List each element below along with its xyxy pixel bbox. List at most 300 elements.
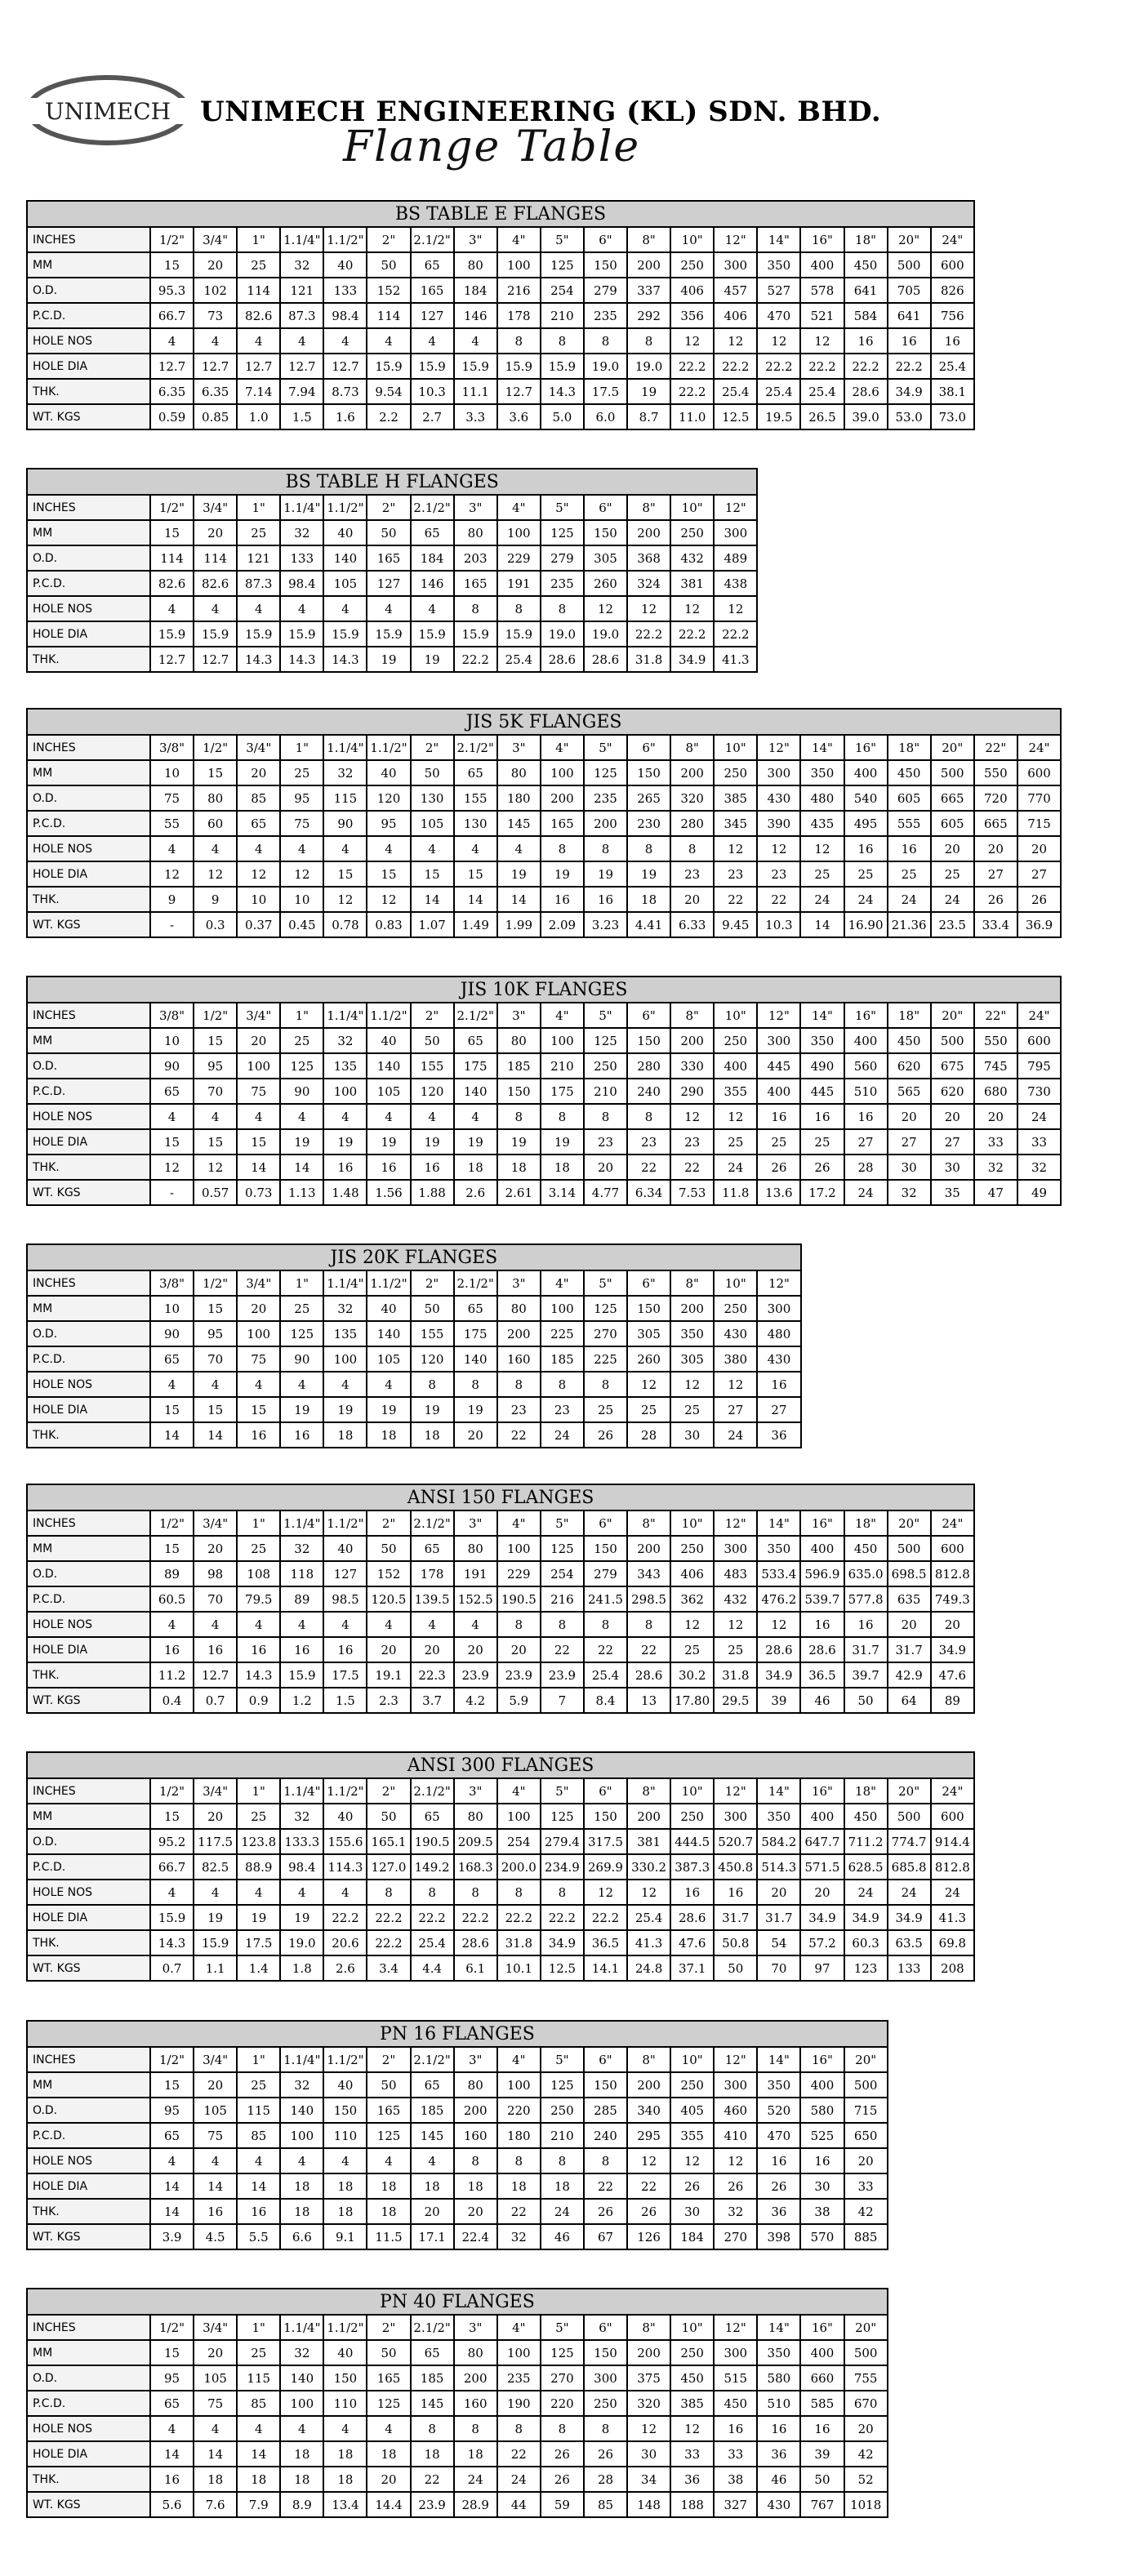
table-cell: 8 [584,2416,627,2441]
table-cell: 31.7 [844,1637,888,1662]
table-cell: 1018 [844,2492,888,2517]
table-cell: 66.7 [150,1854,194,1880]
table-cell: 80 [497,1296,541,1321]
table-cell: 16 [800,2416,844,2441]
table-cell: 8 [367,1880,410,1905]
table-cell: 1.1/2" [367,1270,410,1296]
table-cell: 22.2 [367,1930,410,1955]
row-label: HOLE NOS [27,2148,150,2173]
table-cell: 8 [497,328,541,354]
table-cell: 150 [627,1296,670,1321]
table-cell: 18" [888,735,931,760]
table-cell: 300 [584,2365,627,2391]
table-cell: 200 [454,2365,497,2391]
table-cell: 12 [714,1104,757,1129]
table-cell: 398 [757,2224,800,2249]
table-cell: 125 [541,520,584,545]
table-cell: 25 [670,1397,714,1422]
table-cell: 641 [844,278,888,303]
row-label: WT. KGS [27,404,150,429]
table-cell: 5.0 [541,404,584,429]
row-label: O.D. [27,1561,150,1586]
table-cell: 578 [800,278,844,303]
table-cell: 66.7 [150,303,194,328]
table-cell: 1.8 [280,1955,323,1981]
table-cell: 19 [497,861,541,887]
table-cell: 4 [411,2148,454,2173]
table-cell: 27 [931,1129,974,1155]
row-label: HOLE NOS [27,596,150,621]
table-cell: 15 [237,1129,280,1155]
table-cell: 8 [670,836,714,861]
table-cell: 1.1/2" [367,1003,410,1028]
table-cell: 4 [497,836,541,861]
table-row [27,1422,801,1448]
table-cell: 15.9 [411,621,454,647]
table-cell: 254 [497,1829,541,1854]
table-cell: 270 [541,2365,584,2391]
table-row [27,2416,888,2441]
table-cell: 10 [150,760,194,785]
table-cell: 33 [670,2441,714,2467]
table-cell: 16 [800,2148,844,2173]
table-cell: 44 [497,2492,541,2517]
table-cell: 23.5 [931,912,974,937]
table-cell: 3.3 [454,404,497,429]
table-cell: 4 [411,1104,454,1129]
table-cell: 490 [800,1053,844,1079]
table-cell: 75 [150,785,194,811]
row-label: MM [27,760,150,785]
table-cell: 123 [844,1955,888,1981]
table-cell: 55 [150,811,194,836]
table-cell: 520.7 [714,1829,757,1854]
table-cell: 1.1/2" [323,227,367,252]
table-cell: 670 [844,2391,888,2416]
table-cell: 1.07 [411,912,454,937]
table-cell: 8" [627,1778,670,1804]
table-cell: 82.6 [194,571,237,596]
table-cell: 190.5 [497,1586,541,1612]
row-label: O.D. [27,2098,150,2123]
table-cell: 15.9 [280,621,323,647]
table-cell: 445 [800,1079,844,1104]
table-cell: 22 [627,2173,670,2199]
table-cell: 10" [670,1778,714,1804]
table-cell: 12 [150,861,194,887]
table-cell: 22.2 [714,354,757,379]
table-cell: 15.9 [280,1662,323,1688]
table-cell: 1.49 [454,912,497,937]
table-row [27,2315,888,2340]
table-cell: 4.77 [584,1180,627,1205]
table-cell: 4 [237,596,280,621]
table-cell: 36 [757,2441,800,2467]
table-cell: 5" [541,2047,584,2072]
table-cell: 22" [974,735,1017,760]
table-cell: 10 [150,1296,194,1321]
table-cell: 98.4 [323,303,367,328]
table-cell: 87.3 [280,303,323,328]
table-cell: 2" [367,1778,410,1804]
table-cell: 675 [931,1053,974,1079]
table-cell: 15 [194,1397,237,1422]
table-cell: 584.2 [757,1829,800,1854]
table-cell: 31.8 [627,647,670,672]
table-cell: 5.9 [497,1688,541,1713]
table-cell: 755 [844,2365,888,2391]
table-cell: 241.5 [584,1586,627,1612]
row-label: MM [27,520,150,545]
table-cell: 140 [454,1079,497,1104]
table-cell: 50 [367,1804,410,1829]
table-cell: 25 [931,861,974,887]
row-label: P.C.D. [27,2123,150,2148]
table-cell: 30 [670,2199,714,2224]
table-cell: 1.1/4" [280,2315,323,2340]
table-cell: 12" [714,1510,757,1536]
table-cell: 400 [844,1028,888,1053]
table-cell: 65 [411,1536,454,1561]
table-cell: 254 [541,1561,584,1586]
table-cell: 125 [584,1296,627,1321]
table-cell: 340 [627,2098,670,2123]
table-cell: 18 [237,2467,280,2492]
table-cell: 3/4" [194,495,237,520]
table-cell: 23.9 [411,2492,454,2517]
row-label: THK. [27,1930,150,1955]
table-cell: 430 [757,785,800,811]
table-cell: 25 [237,252,280,278]
table-cell: 28.6 [670,1905,714,1930]
table-cell: 385 [714,785,757,811]
table-cell: 100 [497,2340,541,2365]
table-cell: 4 [411,836,454,861]
table-cell: 4 [367,2416,410,2441]
table-cell: 4" [541,1003,584,1028]
table-cell: 25.4 [411,1930,454,1955]
table-cell: 125 [541,2072,584,2098]
table-cell: 184 [670,2224,714,2249]
table-cell: 25.4 [931,354,974,379]
table-cell: 15.9 [541,354,584,379]
table-cell: 432 [670,545,714,571]
table-cell: 22.3 [411,1662,454,1688]
table-cell: 65 [150,1079,194,1104]
table-cell: 16" [800,2047,844,2072]
table-cell: 19 [323,1397,367,1422]
table-cell: 8" [670,1270,714,1296]
table-cell: 320 [670,785,714,811]
table-cell: 90 [150,1321,194,1346]
table-cell: 49 [1017,1180,1061,1205]
table-cell: 98.4 [280,571,323,596]
row-label: HOLE DIA [27,2173,150,2199]
table-cell: 80 [454,520,497,545]
table-cell: 14 [237,2441,280,2467]
table-cell: 8 [584,1104,627,1129]
table-row [27,303,974,328]
table-cell: 80 [454,2340,497,2365]
table-cell: 26 [541,2441,584,2467]
table-cell: 514.3 [757,1854,800,1880]
table-cell: 8 [584,328,627,354]
table-cell: 550 [974,1028,1017,1053]
row-label: O.D. [27,2365,150,2391]
table-cell: 3" [454,1510,497,1536]
table-cell: 20 [1017,836,1061,861]
table-cell: 470 [757,2123,800,2148]
table-cell: 21.36 [888,912,931,937]
table-cell: 50 [411,1028,454,1053]
table-cell: 165 [541,811,584,836]
table-cell: 362 [670,1586,714,1612]
table-cell: 16 [194,2199,237,2224]
table-cell: 500 [888,1536,931,1561]
table-cell: 32 [323,760,367,785]
table-cell: 15.9 [237,621,280,647]
table-cell: 25 [280,760,323,785]
table-cell: 65 [411,252,454,278]
table-cell: 100 [497,1804,541,1829]
table-cell: 165 [367,2098,410,2123]
row-label: WT. KGS [27,2224,150,2249]
table-cell: 400 [800,1536,844,1561]
flange-table [26,976,1062,1206]
table-cell: 22 [714,887,757,912]
table-cell: 337 [627,278,670,303]
table-cell: 22 [757,887,800,912]
table-cell: 148 [627,2492,670,2517]
table-cell: 14" [800,735,844,760]
table-row [27,861,1061,887]
company-name: UNIMECH ENGINEERING (KL) SDN. BHD. [200,96,882,128]
table-cell: 15 [150,520,194,545]
flange-table [26,2288,888,2518]
table-cell: 2.1/2" [454,1270,497,1296]
table-cell: 69.8 [931,1930,974,1955]
table-cell: 30 [888,1155,931,1180]
table-row [27,2072,888,2098]
table-cell: 3" [454,2047,497,2072]
table-cell: 16 [323,1637,367,1662]
table-cell: 155.6 [323,1829,367,1854]
table-cell: 350 [670,1321,714,1346]
table-cell: 368 [627,545,670,571]
row-label: O.D. [27,1829,150,1854]
table-cell: 3/8" [150,1003,194,1028]
table-cell: 75 [237,1079,280,1104]
table-cell: 12.7 [194,354,237,379]
table-cell: 52 [844,2467,888,2492]
table-cell: 279.4 [541,1829,584,1854]
table-cell: 23.9 [497,1662,541,1688]
table-cell: 12" [714,2047,757,2072]
table-cell: 25 [800,1129,844,1155]
table-cell: 18 [411,2441,454,2467]
table-cell: 12.7 [150,354,194,379]
table-cell: 445 [757,1053,800,1079]
table-cell: 483 [714,1561,757,1586]
table-cell: 8 [627,328,670,354]
table-cell: 19 [237,1905,280,1930]
table-cell: 4 [454,836,497,861]
table-row [27,2467,888,2492]
table-cell: 25 [237,2340,280,2365]
table-cell: 6.34 [627,1180,670,1205]
table-cell: 15.9 [194,621,237,647]
table-cell: 32 [497,2224,541,2249]
table-cell: 27 [974,861,1017,887]
table-cell: 200.0 [497,1854,541,1880]
table-cell: 8" [670,735,714,760]
row-label: WT. KGS [27,1955,150,1981]
table-cell: 80 [454,1804,497,1829]
table-cell: 3.23 [584,912,627,937]
table-cell: 28.6 [800,1637,844,1662]
table-cell: 20" [931,1003,974,1028]
table-cell: 8 [627,836,670,861]
table-cell: 2.6 [454,1180,497,1205]
table-cell: 20.6 [323,1930,367,1955]
table-cell: 1" [237,495,280,520]
table-cell: 114 [237,278,280,303]
table-cell: 1.5 [280,404,323,429]
table-cell: 24 [844,887,888,912]
table-cell: 75 [237,1346,280,1372]
table-cell: 18 [497,1155,541,1180]
table-cell: 150 [584,520,627,545]
row-label: INCHES [27,1270,150,1296]
table-cell: 28.6 [757,1637,800,1662]
table-cell: 280 [627,1053,670,1079]
table-cell: 10" [714,1003,757,1028]
table-cell: 12.7 [237,354,280,379]
row-label: THK. [27,887,150,912]
row-label: HOLE DIA [27,1637,150,1662]
table-cell: 65 [411,2340,454,2365]
table-cell: 12 [670,1612,714,1637]
table-cell: 22 [627,1637,670,1662]
table-cell: 16 [844,1104,888,1129]
table-cell: 16" [800,2315,844,2340]
table-cell: 580 [800,2098,844,2123]
table-cell: 430 [757,1346,800,1372]
table-cell: 38.1 [931,379,974,404]
table-cell: 15 [367,861,410,887]
table-cell: 100 [237,1053,280,1079]
table-cell: 33.4 [974,912,1017,937]
table-row [27,1180,1061,1205]
table-cell: 3/8" [150,735,194,760]
table-cell: 279 [541,545,584,571]
table-cell: 125 [367,2391,410,2416]
table-cell: 3" [454,227,497,252]
table-title: ANSI 300 FLANGES [27,1752,974,1778]
table-cell: 240 [584,2123,627,2148]
table-cell: 343 [627,1561,670,1586]
table-cell: 33 [1017,1129,1061,1155]
table-cell: 152 [367,278,410,303]
table-cell: 4 [150,596,194,621]
table-cell: 2.1/2" [411,2315,454,2340]
table-cell: 2.09 [541,912,584,937]
table-cell: 2.61 [497,1180,541,1205]
table-cell: 8 [411,1372,454,1397]
table-cell: 25.4 [800,379,844,404]
row-label: HOLE NOS [27,836,150,861]
table-cell: 123.8 [237,1829,280,1854]
table-cell: 12 [670,1104,714,1129]
table-row [27,545,757,571]
table-cell: 500 [888,252,931,278]
table-cell: 560 [844,1053,888,1079]
table-cell: 20 [194,2340,237,2365]
table-cell: 125 [280,1321,323,1346]
table-cell: 12 [367,887,410,912]
table-cell: 25 [800,861,844,887]
table-cell: 12 [323,887,367,912]
table-cell: 1.4 [237,1955,280,1981]
flange-table-block [26,708,1062,938]
table-cell: 19 [454,1129,497,1155]
table-cell: 235 [497,2365,541,2391]
table-cell: 24 [931,887,974,912]
table-cell: 265 [627,785,670,811]
table-cell: 65 [454,1028,497,1053]
table-cell: 125 [584,760,627,785]
table-cell: 175 [454,1321,497,1346]
table-cell: 31.8 [714,1662,757,1688]
table-row [27,1561,974,1586]
table-cell: 14" [757,227,800,252]
table-cell: 200 [541,785,584,811]
table-cell: 795 [1017,1053,1061,1079]
table-cell: 10 [150,1028,194,1053]
page-header [0,0,1122,196]
table-cell: 405 [670,2098,714,2123]
table-cell: 15 [150,1397,194,1422]
table-cell: 65 [411,2072,454,2098]
table-cell: 19 [541,1129,584,1155]
table-cell: 300 [714,2072,757,2098]
table-cell: 50 [367,252,410,278]
table-cell: 4 [280,1104,323,1129]
table-cell: 19.1 [367,1662,410,1688]
table-cell: 117.5 [194,1829,237,1854]
table-cell: 32 [280,252,323,278]
table-row [27,2148,888,2173]
table-cell: 6" [627,1003,670,1028]
table-cell: 8" [627,1510,670,1536]
table-cell: 24" [931,227,974,252]
table-cell: 26 [627,2199,670,2224]
table-cell: 600 [931,1536,974,1561]
table-cell: 0.57 [194,1180,237,1205]
table-cell: 3" [497,1003,541,1028]
table-cell: 12 [757,1612,800,1637]
table-cell: 279 [584,278,627,303]
table-cell: 3" [497,1270,541,1296]
table-row [27,1397,801,1422]
table-cell: 100 [541,1296,584,1321]
table-cell: 14" [757,2047,800,2072]
flange-table-block [26,2288,888,2518]
table-cell: 20 [367,1637,410,1662]
table-cell: 8 [541,1880,584,1905]
table-cell: 20 [931,1104,974,1129]
table-cell: 1.1/4" [280,1510,323,1536]
